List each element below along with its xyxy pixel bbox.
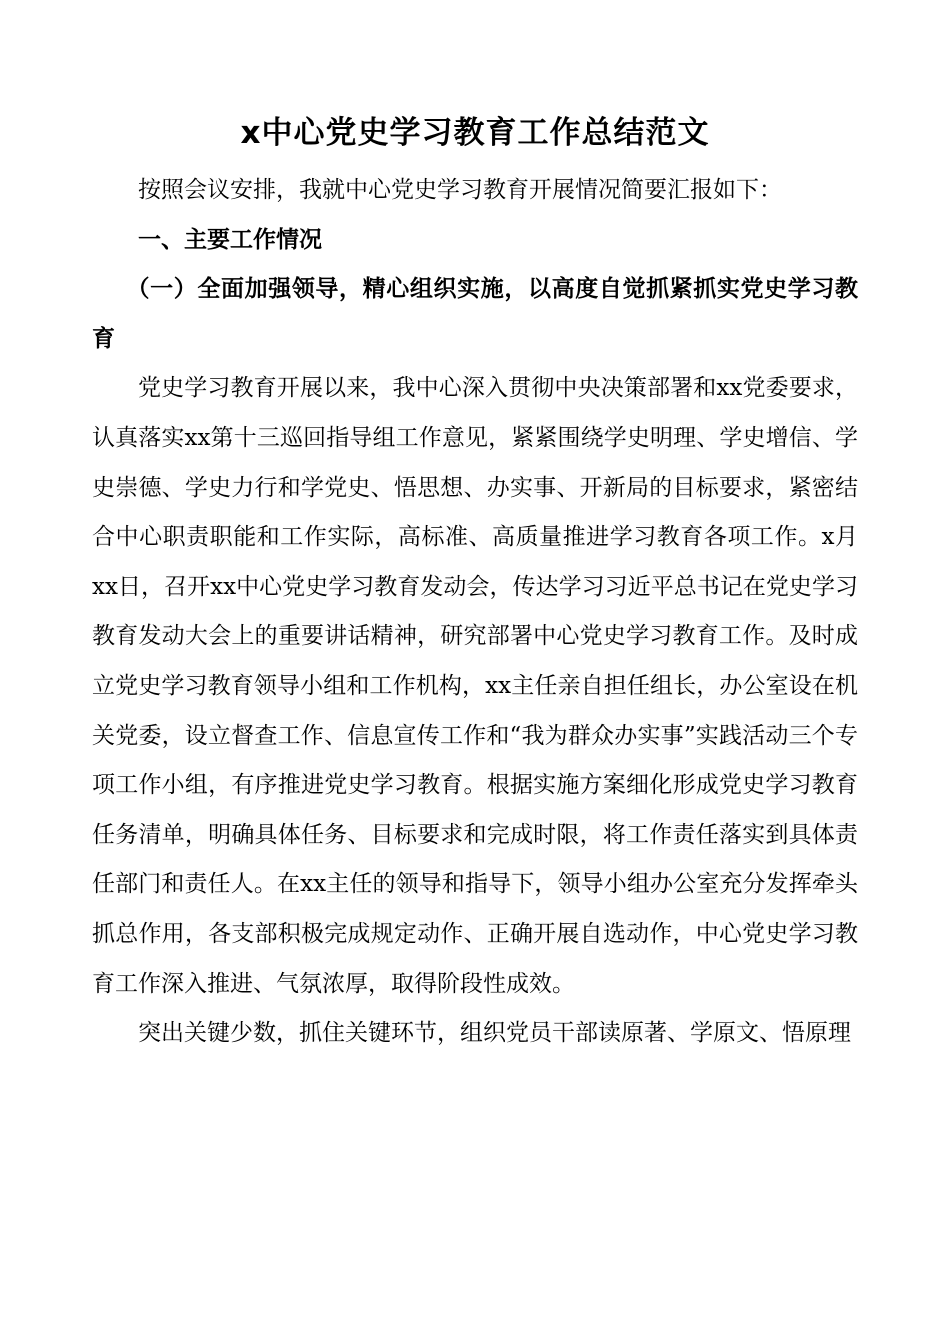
body-paragraph: 突出关键少数，抓住关键环节，组织党员干部读原著、学原文、悟原理 [138,1020,851,1047]
body-paragraph: 党史学习教育开展以来，我中心深入贯彻中央决策部署和xx党委要求，认真落实xx第十三巡回指导组工作意见，紧紧围绕学史明理、学史增信、学史崇德、学史力行和学党史、悟思想、办实事、开新局的目标要求，紧密结合中心职责职能和工作实际，高标准、高质量推进学习教育各项工作。x月xx日，召开xx中心党史学习教育发动会，传达学习习近平总书记在党史学习教育发动大会上的重要讲话精神，研究部署中心党史学习教育工作。及时成立党史学习教育领导小组和工作机构，xx主任亲自担任组长，办公室设在机关党委，设立督查工作、信息宣传工作和“我为群众办实事”实践活动三个专项工作小组，有序推进党史学习教育。根据实施方案细化形成党史学习教育任务清单，明确具体任务、目标要求和完成时限，将工作责任落实到具体责任部门和责任人。在xx主任的领导和指导下，领导小组办公室充分发挥牵头抓总作用，各支部积极完成规定动作、正确开展自选动作，中心党史学习教育工作深入推进、气氛浓厚，取得阶段性成效。 [92,375,858,997]
document-title: x中心党史学习教育工作总结范文 [240,115,710,151]
section-heading: 一、主要工作情况 [138,226,322,253]
intro-paragraph: 按照会议安排，我就中心党史学习教育开展情况简要汇报如下： [138,177,782,203]
document-body [92,166,858,1059]
subsection-heading: （一）全面加强领导，精心组织实施，以高度自觉抓紧抓实党史学习教育 [92,276,858,352]
